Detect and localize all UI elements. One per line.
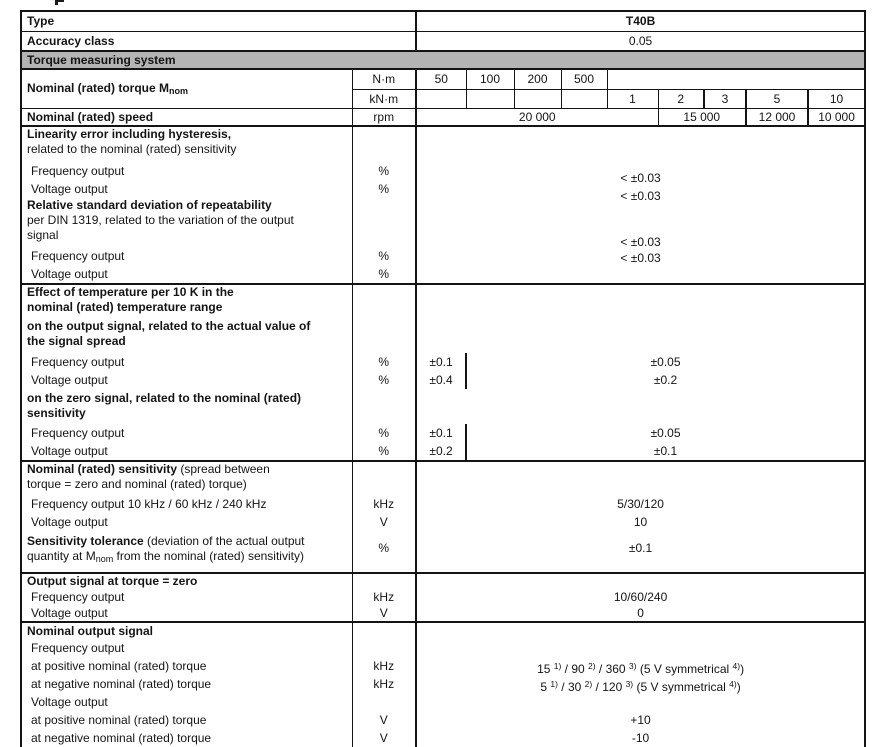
section-label-cell — [21, 461, 352, 573]
unit: kHz — [373, 677, 395, 691]
torque-value-cell: 3 — [704, 89, 746, 108]
cropped-heading-fragment — [55, 0, 65, 5]
unit: % — [378, 355, 390, 369]
section-heading — [27, 534, 352, 549]
empty-cell — [561, 89, 607, 108]
accuracy-label: Accuracy class — [21, 31, 416, 51]
row-speed — [21, 108, 865, 126]
section-subheading-cont: the signal spread — [27, 334, 126, 348]
heading-rest-text: (spread between — [177, 462, 270, 476]
footnote-ref: 1) — [553, 661, 562, 671]
value: 10 — [633, 515, 648, 529]
unit: V — [379, 731, 388, 745]
specifications-table — [20, 10, 866, 747]
value-with-footnotes: 5 $^{1)}$ / 30 $^{2)}$ / 120 $^{3)}$ (5 V symmetrical $^{4)}$) — [540, 679, 741, 694]
value-cell — [416, 461, 865, 573]
unit: kHz — [373, 590, 395, 604]
section-header: Torque measuring system — [21, 51, 865, 69]
footnote-ref: 4) — [732, 661, 741, 671]
torque-value-cell: 5 — [746, 89, 808, 108]
section-nominal-output — [21, 622, 865, 747]
unit-cell: N·m — [352, 69, 416, 89]
value: < ±0.03 — [620, 235, 661, 249]
unit: kHz — [373, 659, 395, 673]
section-heading-cont — [27, 549, 352, 564]
row-label: Voltage output — [31, 606, 108, 620]
section-heading: Relative standard deviation of repeatability — [27, 198, 272, 212]
unit-cell — [352, 461, 416, 573]
value: 5/30/120 — [617, 497, 664, 511]
row-label: Voltage output — [31, 373, 108, 387]
unit: % — [378, 444, 390, 458]
row-label: Frequency output — [31, 355, 125, 369]
torque-value-cell: 10 — [808, 89, 865, 108]
unit: V — [379, 713, 388, 727]
value-first-column: ±0.4 — [417, 371, 467, 389]
value-first-column: ±0.2 — [417, 442, 467, 460]
row-label: at negative nominal (rated) torque — [31, 731, 212, 745]
footnote-ref: 3) — [628, 661, 637, 671]
row-label: at negative nominal (rated) torque — [31, 677, 212, 691]
section-temperature — [21, 284, 865, 461]
row-label: Frequency output — [31, 426, 125, 440]
value: ±0.05 — [650, 426, 681, 440]
unit: % — [378, 373, 390, 387]
row-label: Frequency output — [31, 249, 125, 263]
section-label-cell — [21, 284, 352, 461]
row-label: Frequency output — [31, 641, 125, 655]
footnote-ref: 2) — [584, 679, 593, 689]
section-zero-signal — [21, 573, 865, 622]
row-label: Voltage output — [31, 444, 108, 458]
empty-cell — [607, 69, 865, 89]
section-label-cell — [21, 126, 352, 284]
torque-value-cell: 1 — [607, 89, 658, 108]
row-label: Frequency output — [31, 164, 125, 178]
value-cell — [416, 573, 865, 622]
torque-value-cell: 2 — [658, 89, 704, 108]
value-with-footnotes: 15 $^{1)}$ / 90 $^{2)}$ / 360 $^{3)}$ (5 V symmetrical $^{4)}$) — [537, 661, 745, 676]
row-label: Voltage output — [31, 267, 108, 281]
section-heading-cont: torque = zero and nominal (rated) torque) — [27, 477, 247, 491]
row-type — [21, 11, 865, 31]
unit: % — [378, 249, 390, 263]
row-label: Voltage output — [31, 515, 108, 529]
row-torque-nm — [21, 69, 865, 89]
type-value: T40B — [416, 11, 865, 31]
value: 0 — [637, 606, 644, 620]
section-subheading-cont: sensitivity — [27, 406, 86, 420]
value-first-column: ±0.1 — [417, 424, 467, 442]
mnom-subscript: nom — [95, 554, 114, 564]
section-linearity — [21, 126, 865, 284]
value: +10 — [630, 713, 651, 727]
unit: % — [378, 182, 390, 196]
speed-value-cell: 15 000 — [658, 108, 746, 126]
value: ±0.2 — [653, 373, 678, 387]
value: 10/60/240 — [613, 590, 668, 604]
unit-cell — [352, 126, 416, 284]
unit-cell: rpm — [352, 108, 416, 126]
row-label: Voltage output — [31, 695, 108, 709]
section-heading-cont: per DIN 1319, related to the variation of the output — [27, 213, 294, 227]
row-label: at positive nominal (rated) torque — [31, 659, 207, 673]
heading-bold-text: Sensitivity tolerance — [27, 534, 144, 548]
section-label-cell — [21, 622, 352, 747]
footnote-ref: 1) — [550, 679, 558, 689]
value: < ±0.03 — [620, 171, 661, 185]
accuracy-value: 0.05 — [416, 31, 865, 51]
value: ±0.1 — [628, 541, 653, 555]
footnote-ref: 3) — [625, 679, 634, 689]
section-subheading: on the output signal, related to the actual value of — [27, 319, 311, 333]
speed-value-cell: 12 000 — [746, 108, 808, 126]
row-label: Voltage output — [31, 182, 108, 196]
torque-label-subscript: nom — [169, 86, 189, 97]
unit: kHz — [373, 497, 395, 511]
section-sensitivity — [21, 461, 865, 573]
torque-value-cell: 50 — [416, 69, 466, 89]
unit-cell — [352, 573, 416, 622]
value-cell — [416, 284, 865, 461]
value: ±0.1 — [653, 444, 678, 458]
torque-value-cell: 100 — [466, 69, 514, 89]
torque-label — [21, 69, 352, 108]
empty-cell — [466, 89, 514, 108]
speed-value-cell: 20 000 — [416, 108, 658, 126]
torque-label-text: Nominal (rated) torque M — [27, 81, 170, 96]
value: < ±0.03 — [620, 251, 661, 265]
section-heading: Output signal at torque = zero — [27, 574, 198, 588]
unit-cell: kN·m — [352, 89, 416, 108]
row-accuracy-class — [21, 31, 865, 51]
section-heading: Linearity error including hysteresis, — [27, 127, 232, 141]
heading-bold-text: Nominal (rated) sensitivity — [27, 462, 178, 476]
row-label: Frequency output 10 kHz / 60 kHz / 240 kHz — [31, 497, 267, 511]
unit-cell — [352, 622, 416, 747]
section-label-cell — [21, 573, 352, 622]
empty-cell — [416, 89, 466, 108]
section-heading-cont: nominal (rated) temperature range — [27, 300, 223, 314]
section-heading-cont: signal — [27, 228, 59, 242]
speed-label: Nominal (rated) speed — [21, 108, 352, 126]
heading-rest-text: (deviation of the actual output — [143, 534, 305, 548]
footnote-ref: 2) — [588, 661, 596, 671]
unit-cell — [352, 284, 416, 461]
type-label: Type — [21, 11, 416, 31]
value-first-column: ±0.1 — [417, 353, 467, 371]
row-label: at positive nominal (rated) torque — [31, 713, 207, 727]
row-label: Frequency output — [31, 590, 125, 604]
footnote-ref: 4) — [729, 679, 737, 689]
value-cell — [416, 126, 865, 284]
torque-value-cell: 200 — [514, 69, 561, 89]
unit: % — [378, 164, 390, 178]
unit: % — [378, 541, 390, 555]
speed-value-cell: 10 000 — [808, 108, 865, 126]
value: ±0.05 — [650, 355, 681, 369]
unit: % — [378, 426, 390, 440]
section-heading — [27, 462, 352, 477]
value-cell — [416, 622, 865, 747]
empty-cell — [514, 89, 561, 108]
unit: % — [378, 267, 390, 281]
section-subheading: on the zero signal, related to the nominal (rated) — [27, 391, 302, 405]
heading-text: from the nominal (rated) sensitivity) — [113, 549, 304, 563]
torque-value-cell: 500 — [561, 69, 607, 89]
section-heading: Nominal output signal — [27, 624, 153, 638]
value: -10 — [631, 731, 650, 745]
value: < ±0.03 — [620, 189, 661, 203]
section-heading: Effect of temperature per 10 K in the — [27, 285, 234, 299]
section-heading-cont: related to the nominal (rated) sensitivity — [27, 142, 237, 156]
heading-text: quantity at M — [27, 549, 96, 563]
unit: V — [379, 606, 388, 620]
unit: V — [379, 515, 388, 529]
row-section-header — [21, 51, 865, 69]
